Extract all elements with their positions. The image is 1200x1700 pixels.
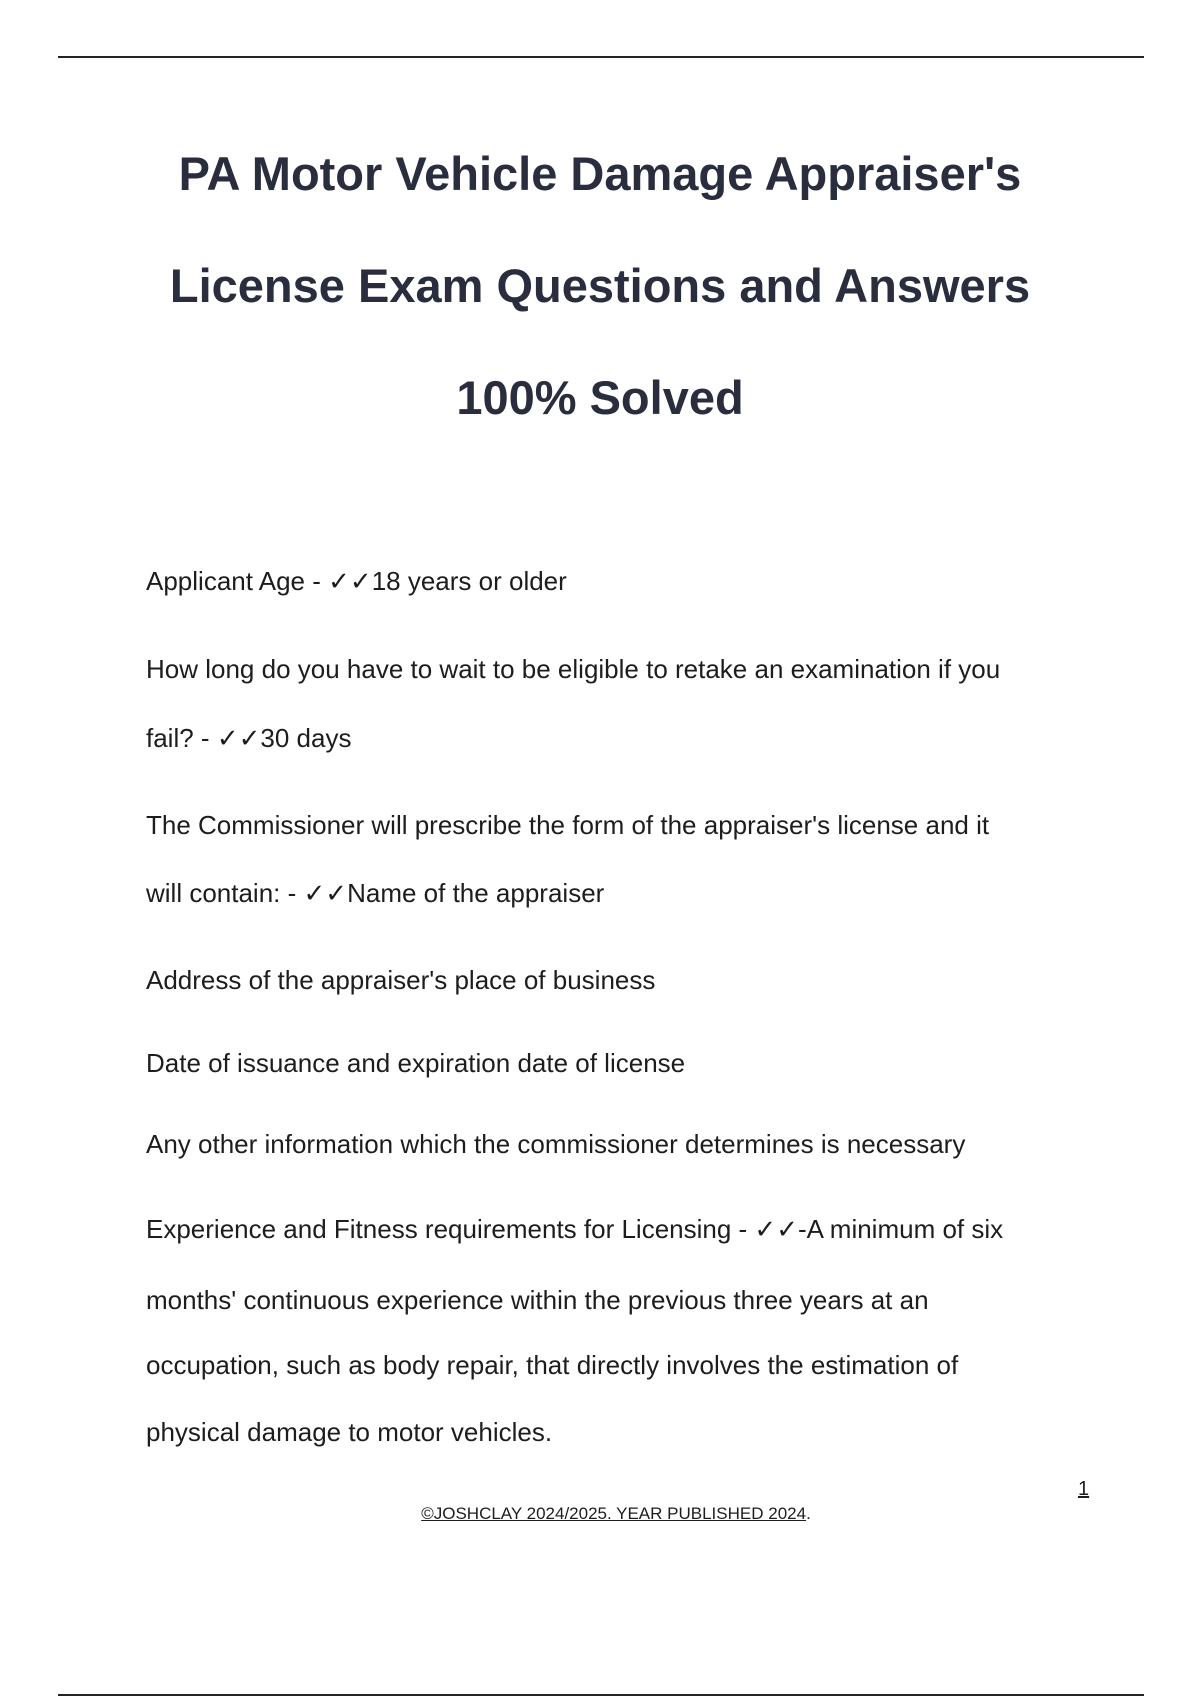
question-text: Experience and Fitness requirements for Licensing -: [146, 1214, 755, 1244]
double-check-icon: ✓✓: [328, 567, 372, 597]
answer-text: occupation, such as body repair, that directly involves the estimation of: [146, 1350, 959, 1380]
qa-line-applicant-age: [146, 568, 567, 595]
double-check-icon: ✓✓: [754, 1215, 798, 1245]
answer-line-address: [146, 967, 655, 993]
answer-text: Any other information which the commissioner determines is necessary: [146, 1129, 966, 1159]
question-text: Applicant Age -: [146, 566, 329, 596]
footer-copyright-text: ©JOSHCLAY 2024/2025. YEAR PUBLISHED 2024: [421, 1504, 807, 1523]
answer-line-experience-2: [146, 1287, 929, 1313]
question-text: fail? -: [146, 723, 217, 753]
answer-text: 18 years or older: [371, 566, 567, 596]
question-text: will contain: -: [146, 878, 304, 908]
answer-line-experience-3: [146, 1352, 958, 1378]
document-title-line-2: License Exam Questions and Answers: [169, 259, 1031, 312]
double-check-icon: ✓✓: [303, 879, 348, 909]
qa-line-license-form: [146, 812, 989, 838]
top-rule: [58, 56, 1144, 58]
answer-line-other-info: [146, 1131, 965, 1157]
question-text: The Commissioner will prescribe the form of the appraiser's license and it: [146, 810, 990, 840]
answer-text: Address of the appraiser's place of business: [146, 965, 656, 995]
qa-line-license-form-cont: [146, 880, 604, 907]
document-title-line-3: 100% Solved: [456, 371, 744, 424]
footer-period: .: [806, 1504, 811, 1523]
footer-copyright: [0, 1504, 1200, 1524]
qa-line-retake-wait: [146, 656, 1000, 682]
bottom-rule: [58, 1694, 1144, 1696]
page-number: 1: [1078, 1478, 1090, 1500]
answer-text: Date of issuance and expiration date of license: [146, 1048, 686, 1078]
question-text: How long do you have to wait to be eligible to retake an examination if you: [146, 654, 1001, 684]
answer-line-dates: [146, 1050, 685, 1076]
answer-text: 30 days: [260, 723, 352, 753]
answer-text: Name of the appraiser: [347, 878, 605, 908]
document-title-line-1: PA Motor Vehicle Damage Appraiser's: [178, 147, 1022, 200]
double-check-icon: ✓✓: [216, 724, 261, 754]
answer-line-experience-4: [146, 1419, 552, 1445]
qa-line-experience: [146, 1216, 1003, 1243]
answer-text: physical damage to motor vehicles.: [146, 1417, 553, 1447]
answer-text: months' continuous experience within the previous three years at an: [146, 1285, 929, 1315]
answer-text: -A minimum of six: [798, 1214, 1004, 1244]
qa-line-retake-wait-cont: [146, 725, 351, 752]
